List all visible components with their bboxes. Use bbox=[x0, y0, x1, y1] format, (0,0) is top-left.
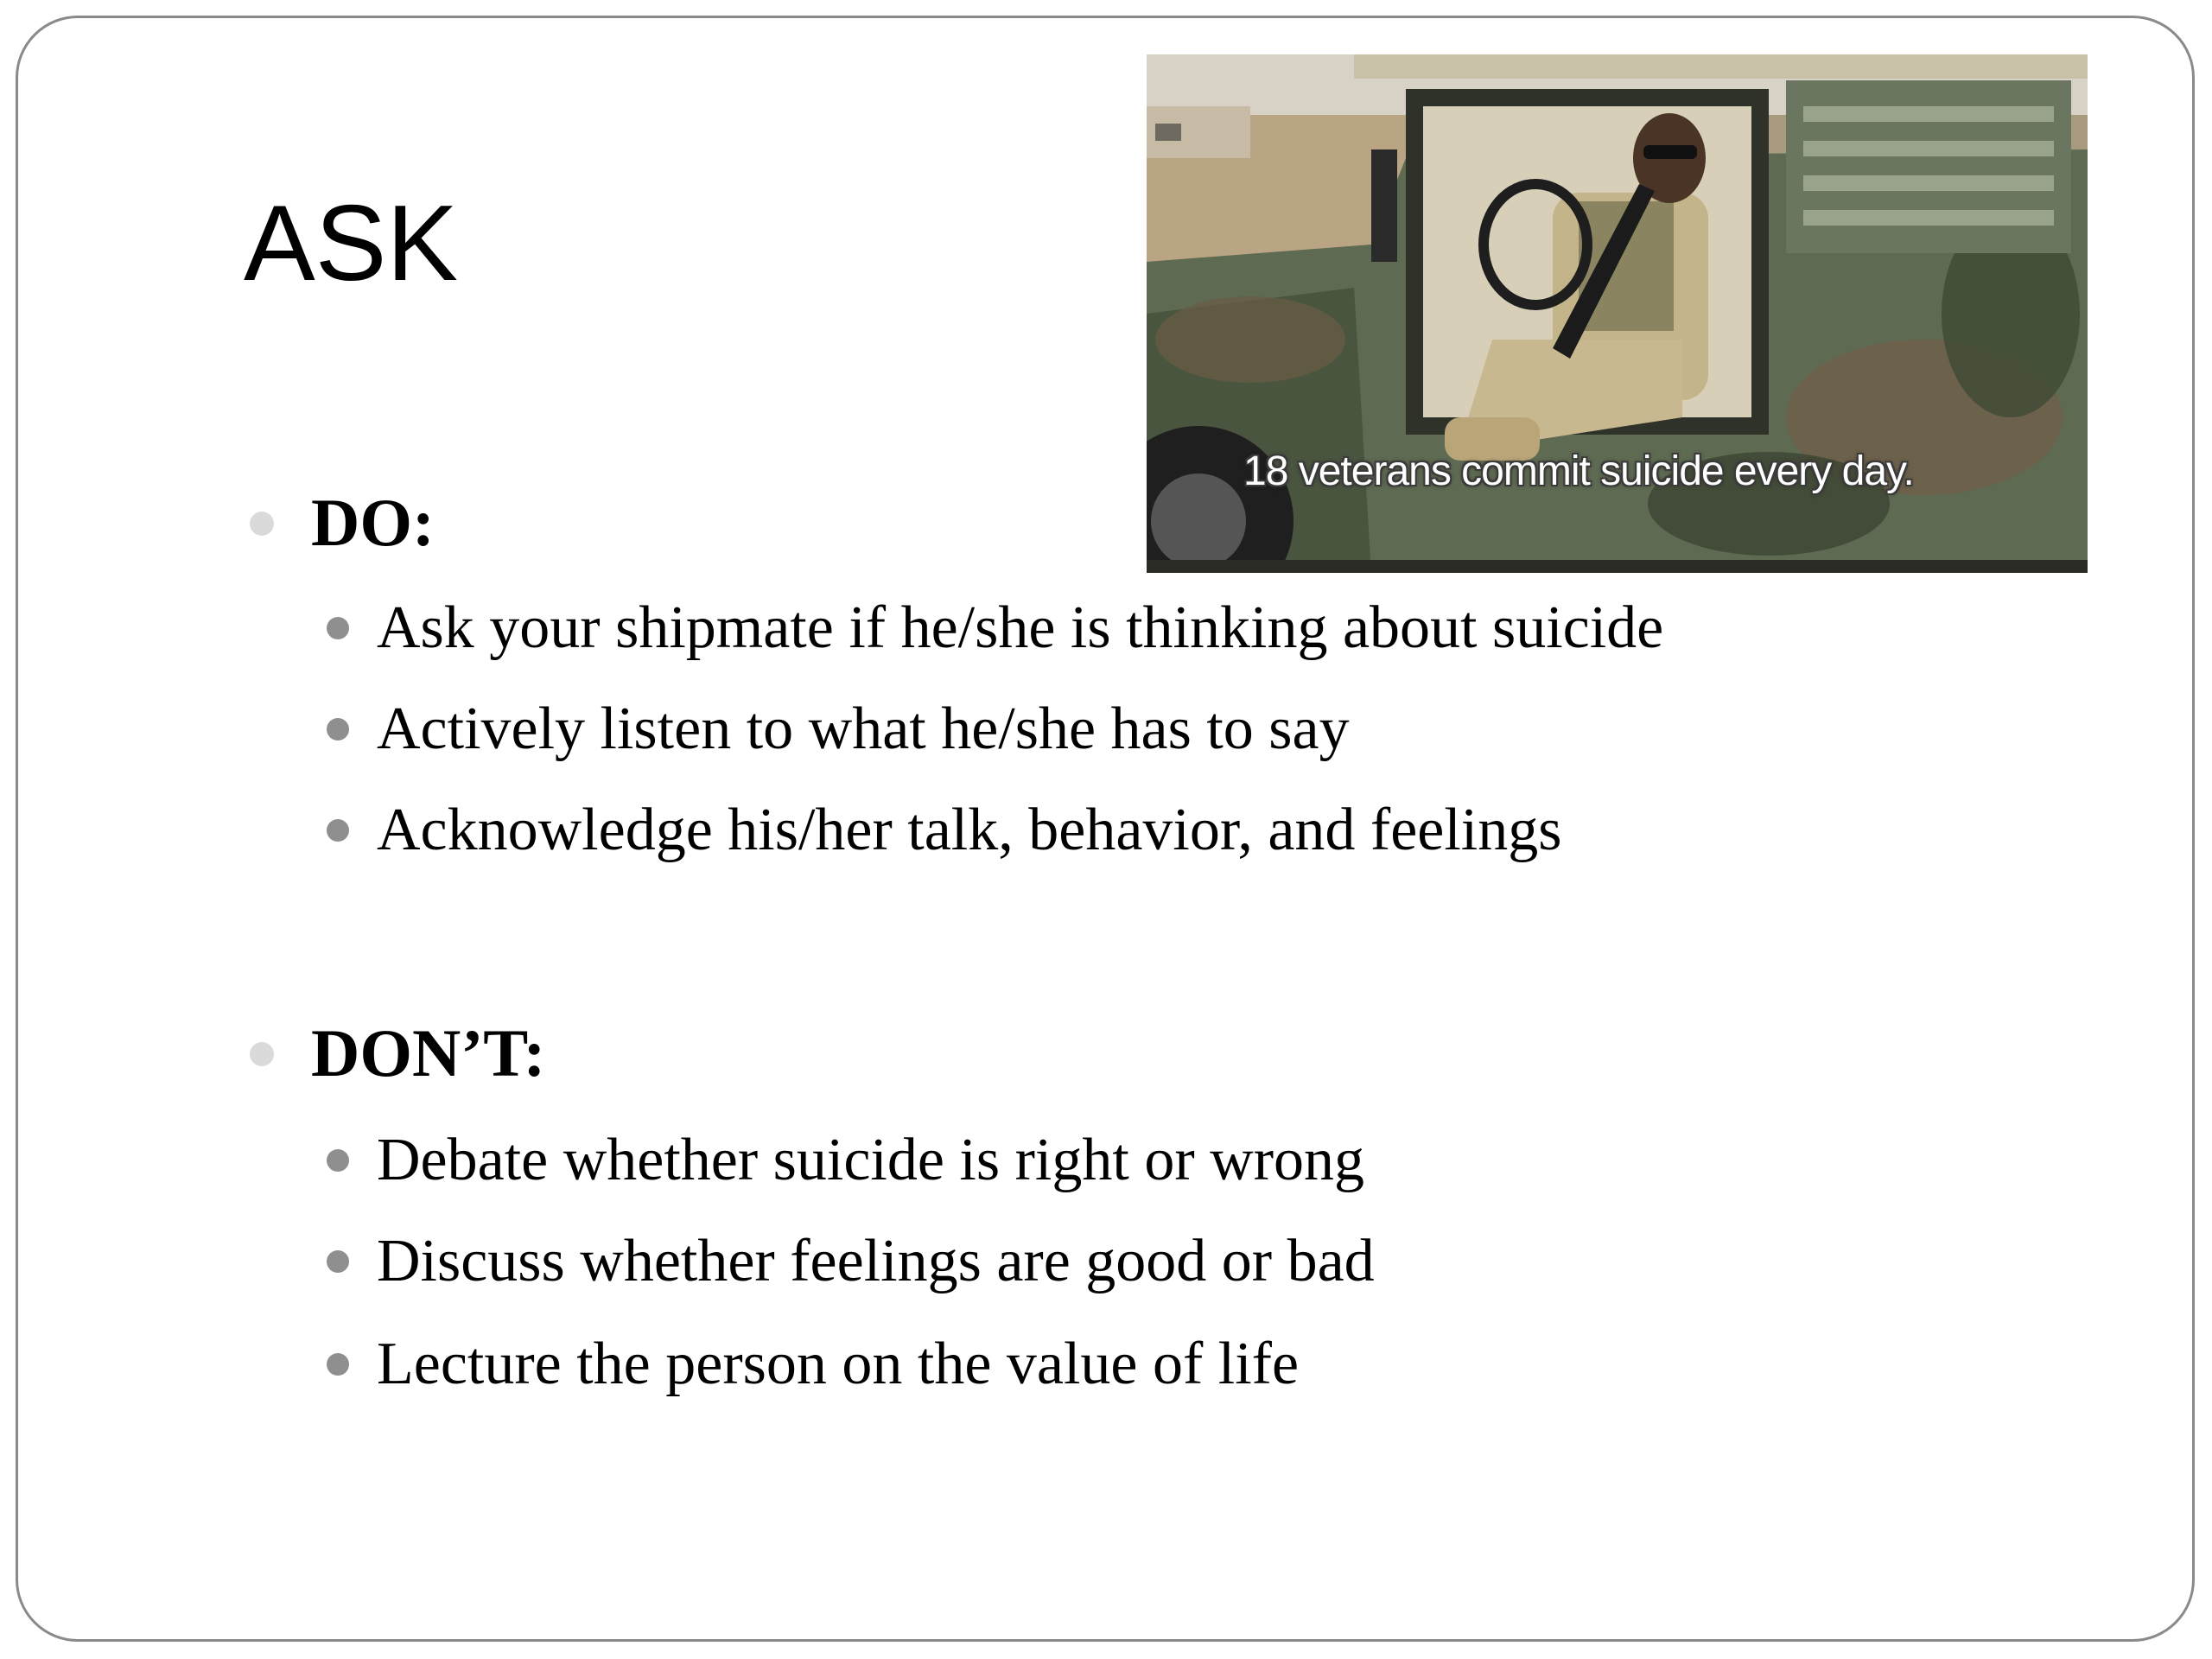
do-item-bullet bbox=[327, 617, 349, 639]
do-item: Acknowledge his/her talk, behavior, and feelings bbox=[377, 797, 1562, 863]
dont-heading: DON’T: bbox=[311, 1015, 546, 1090]
dont-item: Discuss whether feelings are good or bad bbox=[377, 1228, 1375, 1294]
do-bullet bbox=[250, 512, 274, 536]
do-heading: DO: bbox=[311, 485, 435, 560]
do-item: Ask your shipmate if he/she is thinking about suicide bbox=[377, 594, 1664, 661]
photo-illustration bbox=[1147, 54, 2088, 573]
do-item-bullet bbox=[327, 819, 349, 842]
dont-item: Lecture the person on the value of life bbox=[377, 1331, 1300, 1397]
dont-bullet bbox=[250, 1042, 274, 1066]
slide-title: ASK bbox=[244, 184, 459, 303]
do-item-bullet bbox=[327, 718, 349, 741]
dont-item-bullet bbox=[327, 1250, 349, 1273]
dont-item: Debate whether suicide is right or wrong bbox=[377, 1127, 1365, 1193]
soldier-in-humvee-photo bbox=[1147, 54, 2088, 573]
do-item: Actively listen to what he/she has to say bbox=[377, 696, 1350, 762]
dont-item-bullet bbox=[327, 1149, 349, 1172]
photo-caption: 18 veterans commit suicide every day. bbox=[1243, 448, 1914, 494]
dont-item-bullet bbox=[327, 1353, 349, 1376]
